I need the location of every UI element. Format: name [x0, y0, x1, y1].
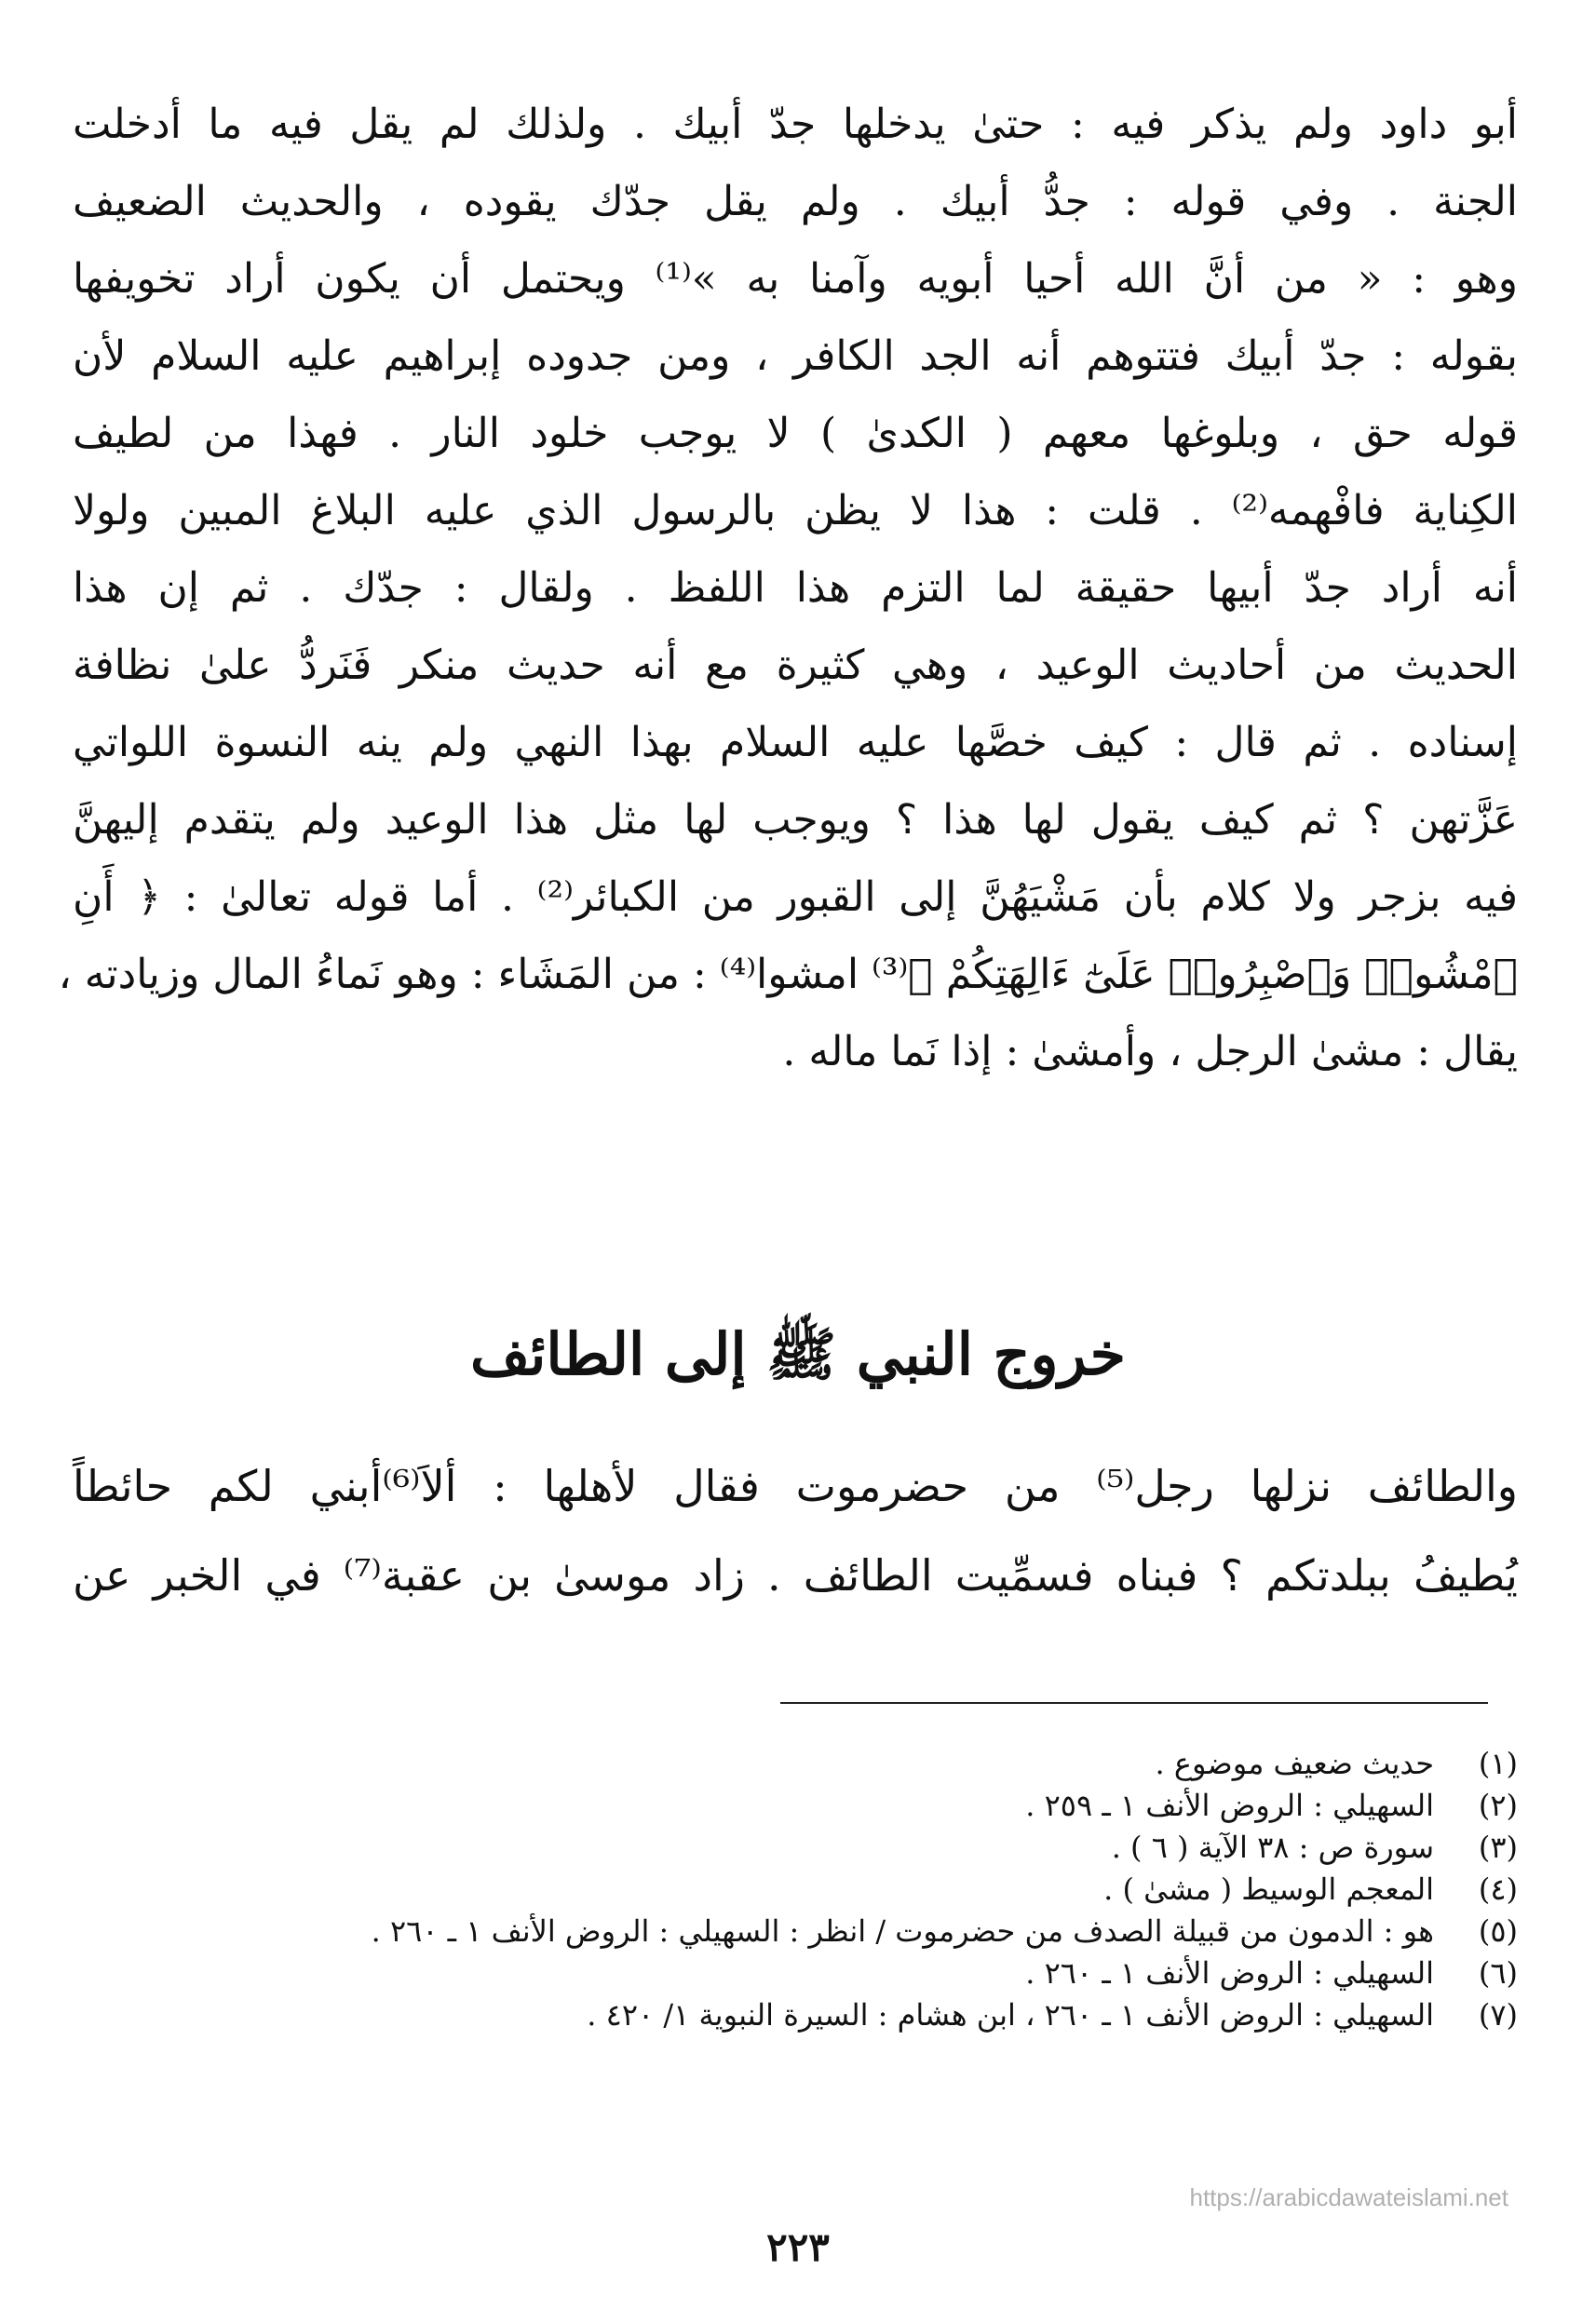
section-heading: خروج النبي ﷺ إلى الطائف [469, 1320, 1127, 1388]
watermark-url: https://arabicdawateislami.net [1189, 2183, 1508, 2211]
footnote-number: (٥) [1478, 1913, 1518, 1949]
text-line: ٱمْشُوا۟ وَٱصْبِرُوا۟ عَلَىٰٓ ءَالِهَتِكُمْ ﴾⁽³⁾ امشوا⁽⁴⁾ : من المَشَاء : وهو نَماءُ المال وزيادته ، [58, 951, 1518, 998]
text-line: الجنة . وفي قوله : جدُّ أبيك . ولم يقل جدّك يقوده ، والحديث الضعيف [73, 178, 1518, 225]
text-line: أبو داود ولم يذكر فيه : حتىٰ يدخلها جدّ أبيك . ولذلك لم يقل فيه ما أدخلت [73, 101, 1518, 148]
text-line: الحديث من أحاديث الوعيد ، وهي كثيرة مع أنه حديث منكر فَنَردُّ علىٰ نظافة [73, 642, 1518, 689]
footnote-number: (٢) [1478, 1788, 1518, 1823]
footnote-item [73, 1994, 1518, 2036]
footnote-divider [780, 1702, 1488, 1704]
footnote-number: (٧) [1478, 1997, 1518, 2033]
footnote-text: هو : الدمون من قبيلة الصدف من حضرموت / انظر : السهيلي : الروض الأنف ١ ـ ٢٦٠ . [371, 1913, 1434, 1949]
text-line: وهو : « من أنَّ الله أحيا أبويه وآمنا به »⁽¹⁾ ويحتمل أن يكون أراد تخويفها [73, 255, 1518, 303]
footnote-number: (٤) [1478, 1871, 1518, 1907]
footnote-item [73, 1952, 1518, 1994]
footnote-item [73, 1827, 1518, 1869]
footnote-item [73, 1785, 1518, 1827]
page-number: ٢٢٣ [766, 2224, 830, 2270]
footnote-number: (٣) [1478, 1830, 1518, 1865]
text-line: عَزَّتهن ؟ ثم كيف يقول لها هذا ؟ ويوجب لها مثل هذا الوعيد ولم يتقدم إليهنَّ [73, 796, 1518, 844]
text-line: يُطيفُ ببلدتكم ؟ فبناه فسمِّيت الطائف . زاد موسىٰ بن عقبة⁽⁷⁾ في الخبر عن [73, 1550, 1518, 1601]
text-line: يقال : مشىٰ الرجل ، وأمشىٰ : إذا نَما ماله . [782, 1028, 1518, 1075]
footnote-text: السهيلي : الروض الأنف ١ ـ ٢٦٠ ، ابن هشام : السيرة النبوية ١/ ٤٢٠ . [587, 1997, 1434, 2033]
footnotes [73, 1743, 1518, 2036]
text-line: أنه أراد جدّ أبيها حقيقة لما التزم هذا اللفظ . ولقال : جدّك . ثم إن هذا [73, 564, 1518, 612]
footnote-item [73, 1911, 1518, 1952]
footnote-text: حديث ضعيف موضوع . [1155, 1746, 1434, 1781]
text-line: إسناده . ثم قال : كيف خصَّها عليه السلام بهذا النهي ولم ينه النسوة اللواتي [73, 719, 1518, 766]
footnote-text: المعجم الوسيط ( مشىٰ ) . [1103, 1871, 1434, 1907]
paragraph-section [73, 1441, 1518, 1620]
text-line: قوله حق ، وبلوغها معهم ( الكدىٰ ) لا يوجب خلود النار . فهذا من لطيف [73, 410, 1518, 457]
text-line: الكِناية فافْهمه⁽²⁾ . قلت : هذا لا يظن بالرسول الذي عليه البلاغ المبين ولولا [73, 487, 1518, 534]
footnote-number: (١) [1478, 1746, 1518, 1781]
footnote-number: (٦) [1478, 1955, 1518, 1991]
text-line: بقوله : جدّ أبيك فتتوهم أنه الجد الكافر ، ومن جدوده إبراهيم عليه السلام لأن [73, 332, 1518, 380]
footnote-text: السهيلي : الروض الأنف ١ ـ ٢٦٠ . [1025, 1955, 1434, 1991]
text-line: والطائف نزلها رجل⁽⁵⁾ من حضرموت فقال لأهلها : ألاَ⁽⁶⁾أبني لكم حائطاً [73, 1461, 1518, 1511]
footnote-item [73, 1869, 1518, 1911]
footnote-text: السهيلي : الروض الأنف ١ ـ ٢٥٩ . [1025, 1788, 1434, 1823]
footnote-text: سورة ص : ٣٨ الآية ( ٦ ) . [1111, 1830, 1434, 1865]
text-line: فيه بزجر ولا كلام بأن مَشْيَهُنَّ إلى القبور من الكبائر⁽²⁾ . أما قوله تعالىٰ : ﴿ أَنِ [73, 873, 1519, 921]
footnote-item [73, 1743, 1518, 1785]
paragraph-main [58, 86, 1519, 1090]
